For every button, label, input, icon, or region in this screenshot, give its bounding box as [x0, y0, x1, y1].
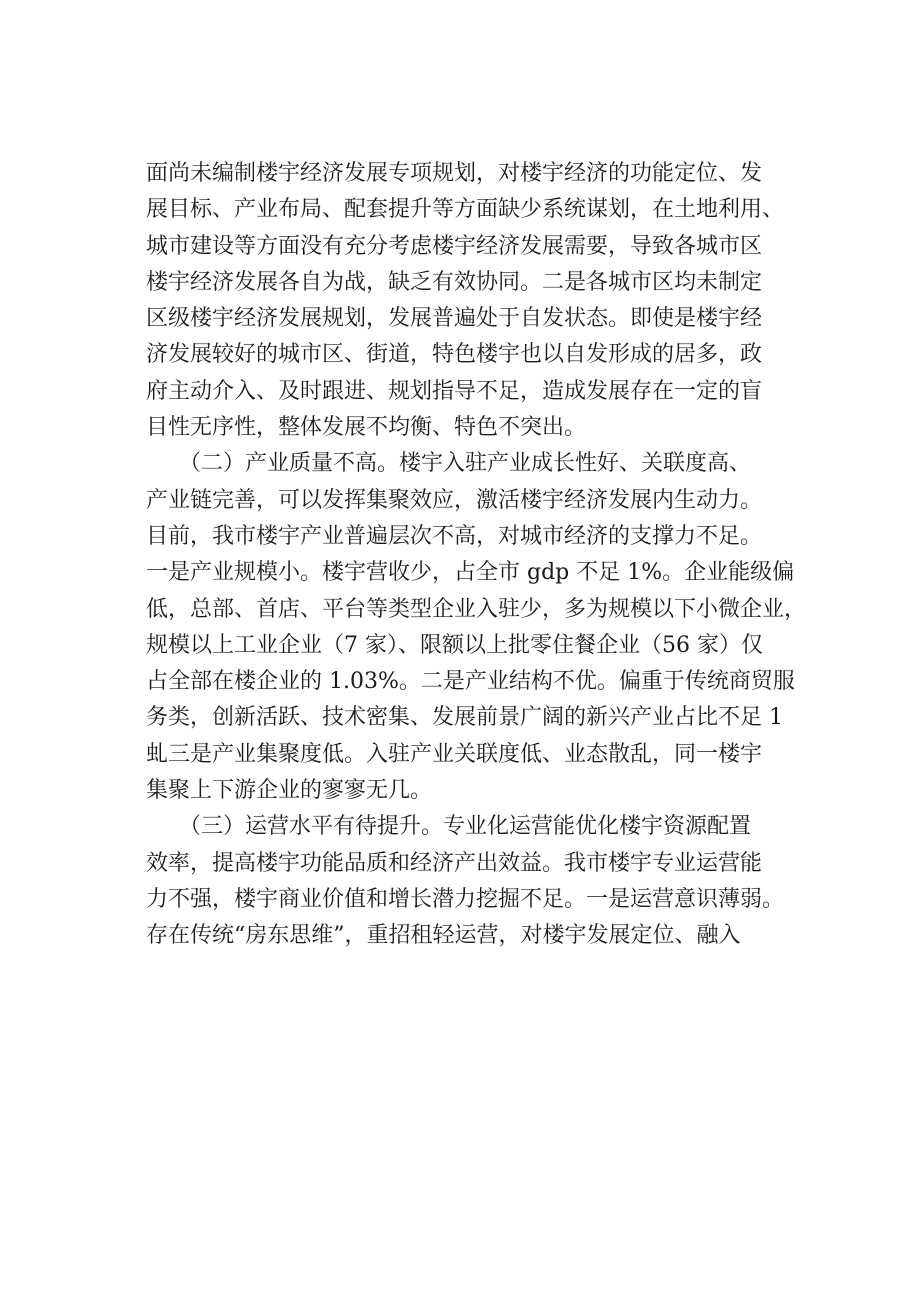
text-line: 城市建设等方面没有充分考虑楼宇经济发展需要，导致各城市区 — [146, 233, 763, 259]
text-line: 面尚未编制楼宇经济发展专项规划，对楼宇经济的功能定位、发 — [146, 161, 763, 186]
text-line: 目性无序性，整体发展不均衡、特色不突出。 — [146, 415, 587, 441]
text-line: 区级楼宇经济发展规划，发展普遍处于自发状态。即使是楼宇经 — [146, 306, 763, 332]
paragraph-heading-line: （二）产业质量不高。楼宇入驻产业成长性好、关联度高、 — [146, 451, 752, 477]
text-line: 效率，提高楼宇功能品质和经济产出效益。我市楼宇专业运营能 — [146, 850, 763, 876]
text-line: 展目标、产业布局、配套提升等方面缺少系统谋划，在土地利用、 — [146, 197, 785, 223]
text-line: 占全部在楼企业的 1.03%。二是产业结构不优。偏重于传统商贸服 — [146, 669, 795, 695]
text-line: 一是产业规模小。楼宇营收少，占全市 gdp 不足 1%。企业能级偏 — [146, 560, 795, 586]
paragraph-heading-line: （三）运营水平有待提升。专业化运营能优化楼宇资源配置 — [146, 814, 752, 840]
text-line: 集聚上下游企业的寥寥无几。 — [146, 778, 433, 804]
text-line: 楼宇经济发展各自为战，缺乏有效协同。二是各城市区均未制定 — [146, 269, 763, 295]
text-line: 低，总部、首店、平台等类型企业入驻少，多为规模以下小微企业， — [146, 596, 807, 622]
body-text — [146, 156, 806, 955]
text-line: 产业链完善，可以发挥集聚效应，激活楼宇经济发展内生动力。 — [146, 487, 763, 513]
text-line: 虬三是产业集聚度低。入驻产业关联度低、业态散乱，同一楼宇 — [146, 741, 763, 767]
text-line: 规模以上工业企业（7 家）、限额以上批零住餐企业（56 家）仅 — [146, 632, 763, 658]
text-line: 目前，我市楼宇产业普遍层次不高，对城市经济的支撑力不足。 — [146, 523, 763, 549]
text-line: 务类，创新活跃、技术密集、发展前景广阔的新兴产业占比不足 1 — [146, 705, 783, 731]
text-line: 存在传统“房东思维”，重招租轻运营，对楼宇发展定位、融入 — [146, 923, 741, 949]
text-line: 力不强，楼宇商业价值和增长潜力挖掘不足。一是运营意识薄弱。 — [146, 886, 785, 912]
text-line: 济发展较好的城市区、街道，特色楼宇也以自发形成的居多，政 — [146, 342, 763, 368]
text-line: 府主动介入、及时跟进、规划指导不足，造成发展存在一定的盲 — [146, 378, 763, 404]
